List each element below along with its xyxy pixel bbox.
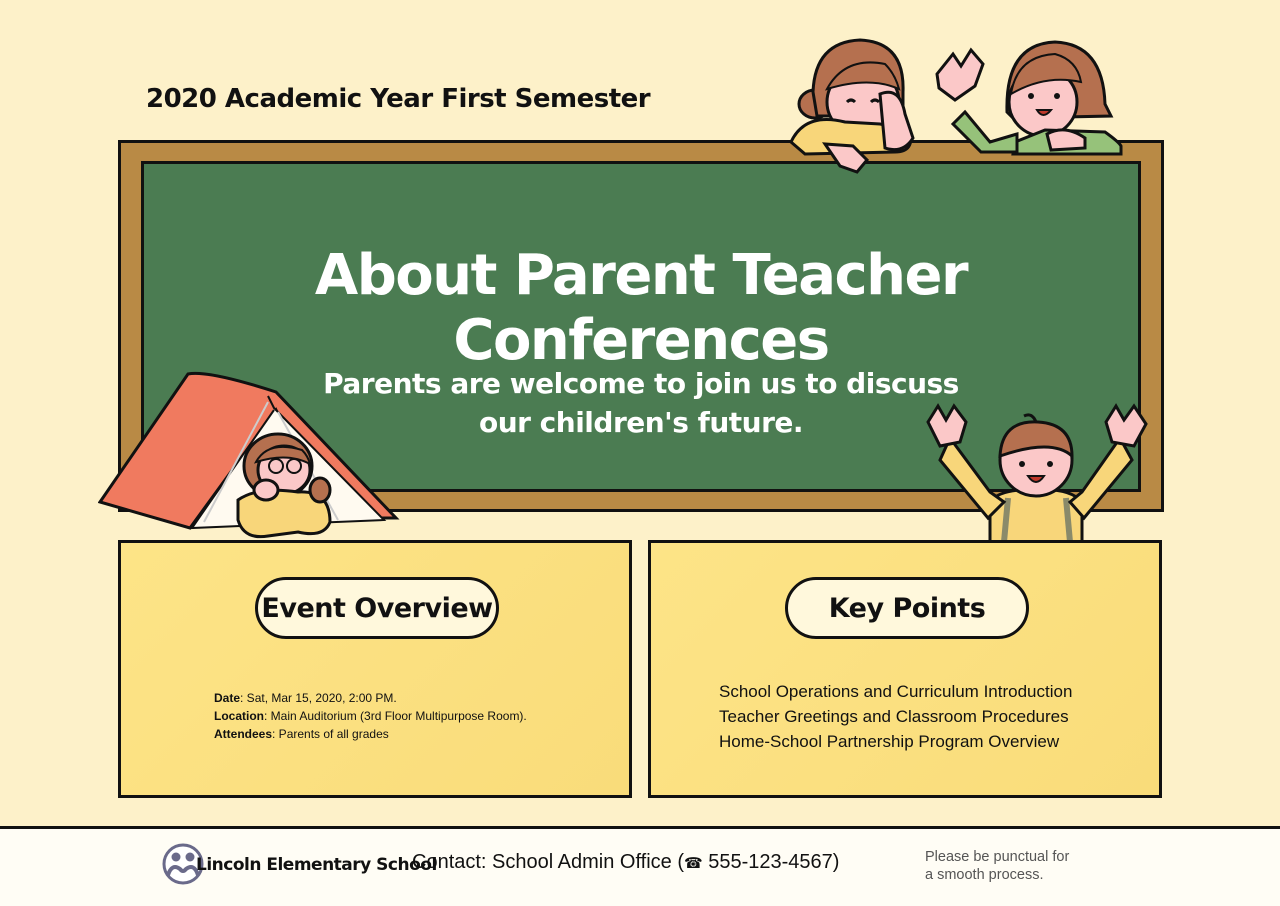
event-date-label: Date xyxy=(214,691,241,705)
key-points-heading: Key Points xyxy=(785,577,1029,639)
event-details xyxy=(214,689,527,743)
key-point-item: Teacher Greetings and Classroom Procedures xyxy=(719,707,1069,726)
board-subtitle-line2: our children's future. xyxy=(478,406,804,439)
key-points-list xyxy=(719,679,1072,754)
contact-info xyxy=(412,851,839,874)
board-subtitle-line1: Parents are welcome to join us to discuss xyxy=(323,367,959,400)
event-location-row xyxy=(214,707,527,725)
book-girl-illustration xyxy=(98,370,404,550)
event-attendees-label: Attendees xyxy=(214,727,273,741)
note-line2: a smooth process. xyxy=(925,867,1044,883)
semester-label: 2020 Academic Year First Semester xyxy=(146,84,651,114)
event-location-label: Location xyxy=(214,709,264,723)
event-attendees-row xyxy=(214,725,527,743)
key-point-item: School Operations and Curriculum Introduction xyxy=(719,682,1073,701)
page-title: About Parent Teacher Conferences xyxy=(314,243,968,373)
cheering-boy-illustration xyxy=(920,402,1156,544)
event-overview-card xyxy=(118,540,632,798)
contact-prefix: Contact: School Admin Office ( xyxy=(412,851,684,873)
event-date-row xyxy=(214,689,527,707)
punctuality-note xyxy=(925,848,1125,884)
event-attendees-value: : Parents of all grades xyxy=(272,727,389,741)
key-point-item: Home-School Partnership Program Overview xyxy=(719,732,1060,751)
key-points-card xyxy=(648,540,1162,798)
school-name: Lincoln Elementary School xyxy=(196,855,437,875)
kids-top-illustration xyxy=(785,34,1125,179)
event-overview-heading: Event Overview xyxy=(255,577,499,639)
event-location-value: : Main Auditorium (3rd Floor Multipurpose Room). xyxy=(264,709,527,723)
contact-phone: 555-123-4567) xyxy=(702,851,840,873)
phone-icon: ☎ xyxy=(683,855,703,872)
note-line1: Please be punctual for xyxy=(925,849,1070,865)
event-date-value: : Sat, Mar 15, 2020, 2:00 PM. xyxy=(240,691,397,705)
